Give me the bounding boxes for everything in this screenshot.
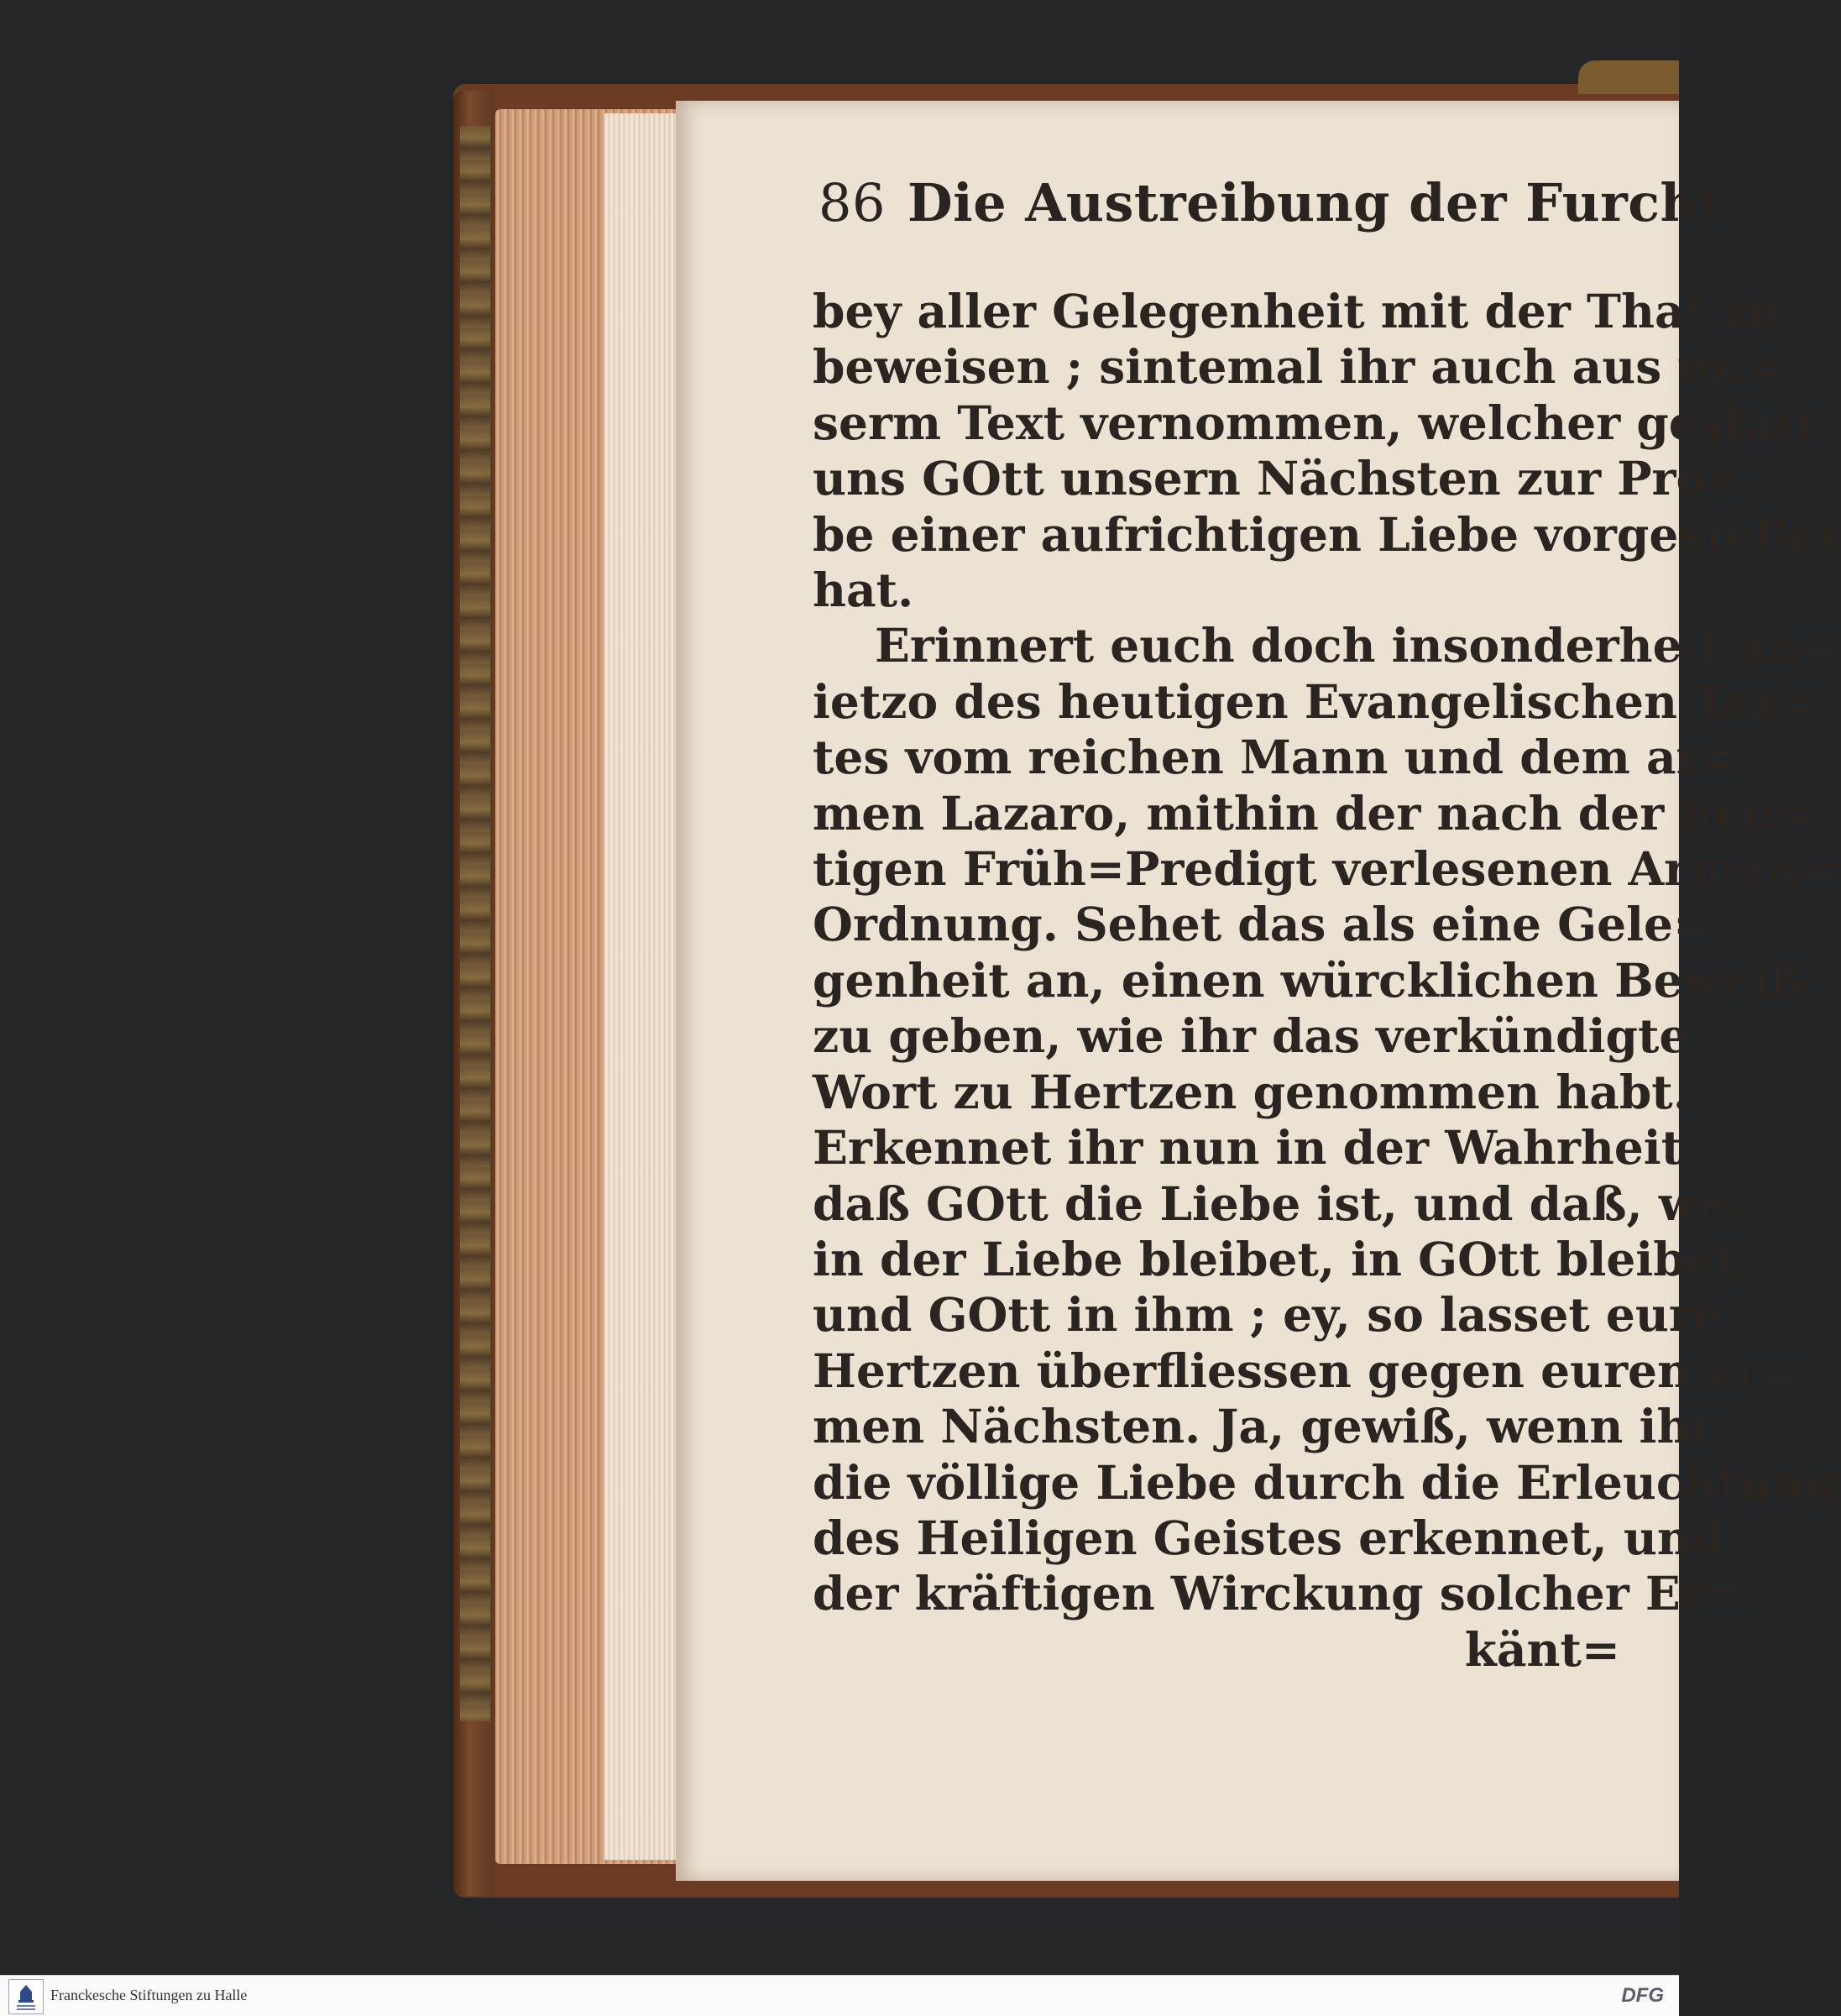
running-header <box>819 172 1723 233</box>
cover-corner <box>1578 60 1679 94</box>
text-line: Ordnung. Sehet das als eine Gele= <box>813 897 1713 952</box>
text-line: zu geben, wie ihr das verkündigte <box>813 1008 1689 1064</box>
text-line: men Lazaro, mithin der nach der heu= <box>813 785 1816 840</box>
text-line: und GOtt in ihm ; ey, so lasset eure <box>813 1287 1723 1343</box>
institution-logo-icon[interactable] <box>8 1979 44 2014</box>
text-line: des Heiligen Geistes erkennet, und <box>813 1510 1723 1565</box>
marbled-board <box>460 126 490 1721</box>
text-line: in der Liebe bleibet, in GOtt bleibet, <box>813 1231 1753 1286</box>
text-line: ietzo des heutigen Evangelischen Tex= <box>813 673 1818 729</box>
text-line: der kräftigen Wirckung solcher Er= <box>813 1566 1744 1621</box>
dfg-logo[interactable]: DFG <box>1621 1984 1664 2007</box>
running-title: Die Austreibung der Furcht <box>907 172 1723 233</box>
text-line: uns GOtt unsern Nächsten zur Pro= <box>813 451 1746 506</box>
text-line: tigen Früh=Predigt verlesenen Armen= <box>813 841 1839 897</box>
text-line: beweisen ; sintemal ihr auch aus un= <box>813 339 1784 395</box>
text-line: bey aller Gelegenheit mit der That zu <box>813 284 1782 338</box>
page-body <box>813 284 1841 1678</box>
text-line: die völlige Liebe durch die Erleuchtung <box>813 1454 1839 1510</box>
catchword: känt= <box>1464 1621 1620 1677</box>
text-line: Erkennet ihr nun in der Wahrheit, <box>813 1120 1699 1176</box>
text-line: Erinnert euch doch insonderheit an= <box>875 618 1839 673</box>
text-line: serm Text vernommen, welcher gestalt <box>813 395 1815 450</box>
text-line: daß GOtt die Liebe ist, und daß, wer <box>813 1176 1753 1231</box>
text-line: Hertzen überfliessen gegen euren ar= <box>813 1343 1800 1398</box>
text-line: Wort zu Hertzen genommen habt. <box>813 1064 1689 1119</box>
text-line: hat. <box>813 563 914 618</box>
viewer-footer <box>0 1975 1679 2016</box>
page-number: 86 <box>819 172 886 233</box>
text-line: genheit an, einen würcklichen Beweiß <box>813 952 1805 1008</box>
text-line: tes vom reichen Mann und dem ar= <box>813 730 1739 785</box>
text-line: men Nächsten. Ja, gewiß, wenn ihr <box>813 1399 1715 1454</box>
text-line: be einer aufrichtigen Liebe vorgestellet <box>813 506 1841 562</box>
institution-link[interactable]: Franckesche Stiftungen zu Halle <box>50 1987 248 2003</box>
